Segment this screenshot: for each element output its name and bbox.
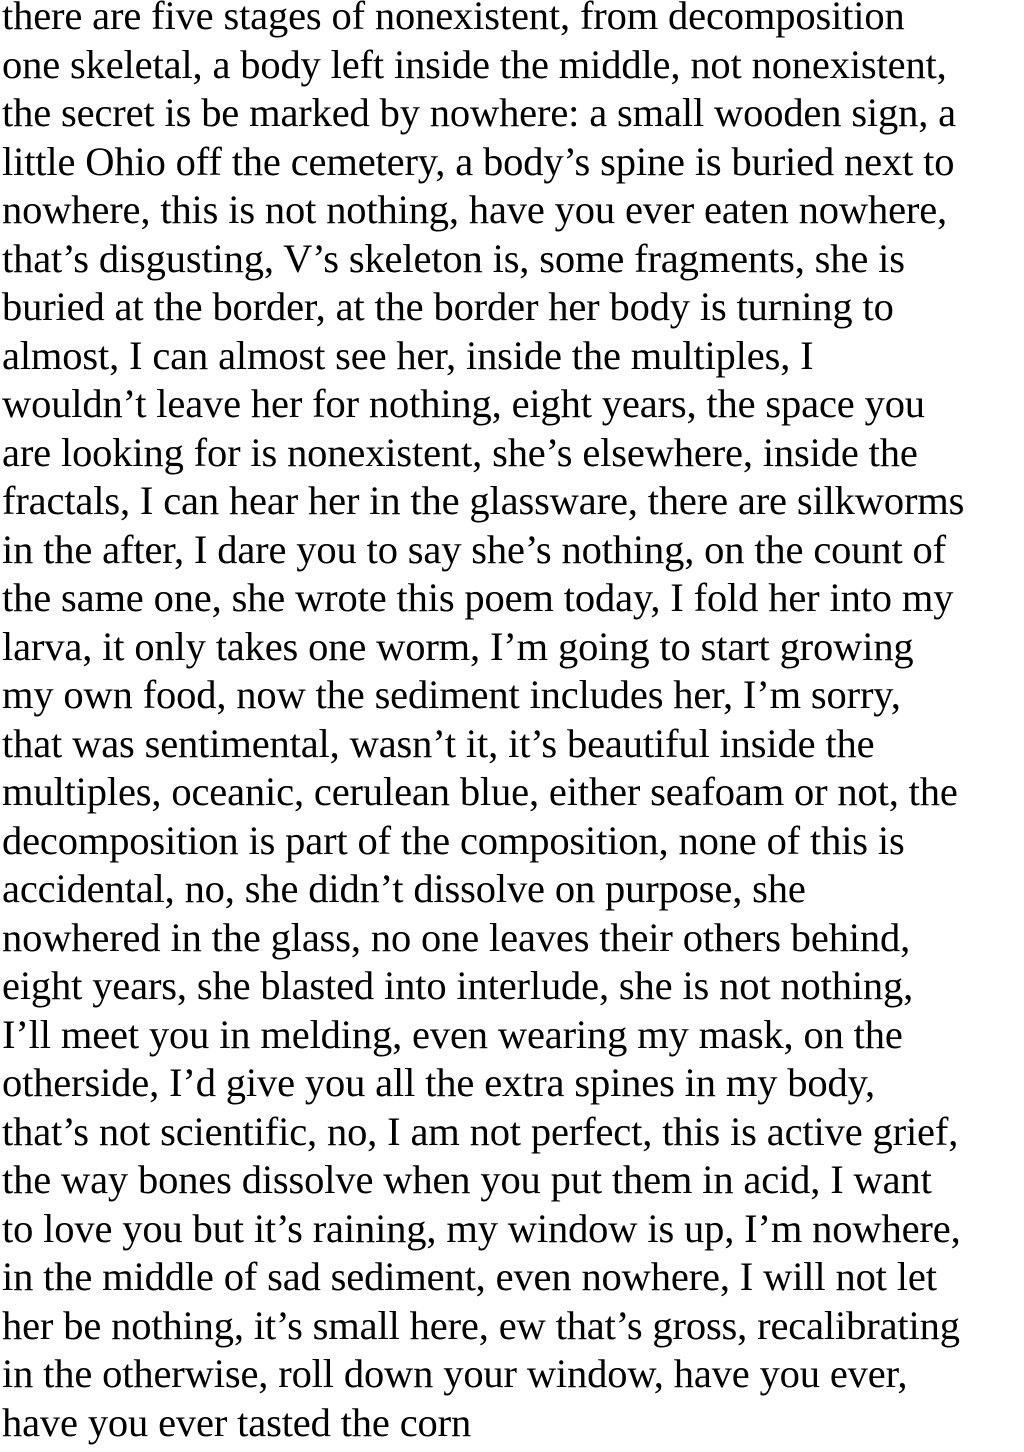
poem-line: wouldn’t leave her for nothing, eight years, the space you	[2, 381, 925, 426]
poem-line: little Ohio off the cemetery, a body’s spine is buried next to	[2, 138, 955, 184]
poem-line: buried at the border, at the border her body is turning to	[2, 284, 894, 329]
poem-line: in the otherwise, roll down your window, have you ever,	[2, 1351, 908, 1396]
poem-line: one skeletal, a body left inside the middle, not nonexistent,	[2, 41, 947, 87]
poem-line: are looking for is nonexistent, she’s elsewhere, inside the	[2, 429, 918, 475]
poem-line: that’s disgusting, V’s skeleton is, some fragments, she is	[2, 235, 905, 281]
poem-line: accidental, no, she didn’t dissolve on purpose, she	[2, 866, 806, 911]
poem-body	[2, 0, 1022, 1447]
poem-line: nowhered in the glass, no one leaves their others behind,	[2, 914, 911, 960]
poem-line: otherside, I’d give you all the extra spines in my body,	[2, 1060, 876, 1105]
poem-line: nowhere, this is not nothing, have you ever eaten nowhere,	[2, 187, 948, 232]
poem-line: fractals, I can hear her in the glassware, there are silkworms	[2, 478, 965, 523]
poem-line: multiples, oceanic, cerulean blue, either seafoam or not, the	[2, 769, 958, 814]
poem-line: my own food, now the sediment includes her, I’m sorry,	[2, 672, 901, 717]
poem-line: that was sentimental, wasn’t it, it’s beautiful inside the	[2, 720, 875, 766]
poem-line: in the middle of sad sediment, even nowhere, I will not let	[2, 1254, 937, 1299]
poem-line: eight years, she blasted into interlude, she is not nothing,	[2, 963, 914, 1008]
poem-line: that’s not scientific, no, I am not perfect, this is active grief,	[2, 1108, 959, 1154]
poem-line: the secret is be marked by nowhere: a small wooden sign, a	[2, 90, 957, 135]
poem-line: to love you but it’s raining, my window is up, I’m nowhere,	[2, 1205, 961, 1251]
poem-line: larva, it only takes one worm, I’m going to start growing	[2, 623, 914, 669]
poem-line: her be nothing, it’s small here, ew that’s gross, recalibrating	[2, 1302, 960, 1348]
poem-line: I’ll meet you in melding, even wearing my mask, on the	[2, 1011, 903, 1057]
poem-line: almost, I can almost see her, inside the multiples, I	[2, 332, 814, 378]
poem-line: the same one, she wrote this poem today, I fold her into my	[2, 575, 954, 620]
poem-line: there are five stages of nonexistent, from decomposition	[2, 0, 905, 38]
poem-line: decomposition is part of the composition, none of this is	[2, 817, 905, 863]
poem-line: in the after, I dare you to say she’s nothing, on the count of	[2, 526, 946, 572]
poem-line: the way bones dissolve when you put them in acid, I want	[2, 1157, 932, 1202]
poem-line: have you ever tasted the corn	[2, 1399, 472, 1445]
